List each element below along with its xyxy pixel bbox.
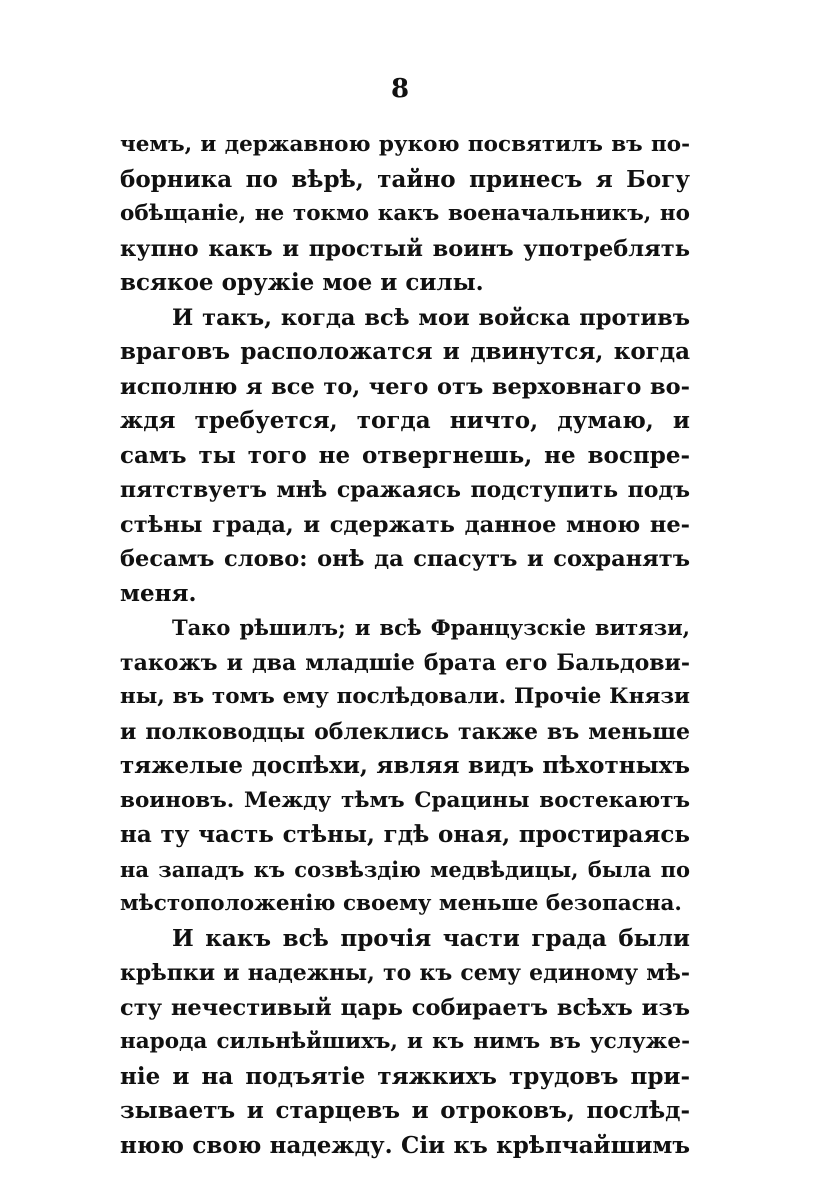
text-line: купно какъ и простый воинъ употреблять xyxy=(120,235,690,262)
text-line: на ту часть стѣны, гдѣ оная, простираясь xyxy=(120,821,690,848)
text-line: ждя требуется, тогда ничто, думаю, и xyxy=(120,407,690,434)
text-line: чемъ, и державною рукою посвятилъ въ по- xyxy=(120,132,690,157)
text-line: крѣпки и надежны, то къ сему единому мѣ- xyxy=(120,960,690,986)
text-line: такожъ и два младшіе брата его Бальдови- xyxy=(120,649,690,676)
text-line: всякое оружіе мое и силы. xyxy=(120,269,484,296)
text-line: И такъ, когда всѣ мои войска противъ xyxy=(172,304,690,331)
text-line: ніе и на подъятіе тяжкихъ трудовъ при- xyxy=(120,1062,690,1090)
text-line: сту нечестивый царь собираетъ всѣхъ изъ xyxy=(120,994,690,1021)
text-line: борника по вѣрѣ, тайно принесъ я Богу xyxy=(120,165,690,193)
text-line: враговъ расположатся и двинутся, когда xyxy=(120,338,690,365)
text-line: ны, въ томъ ему послѣдовали. Прочіе Князи xyxy=(120,684,690,709)
text-line: тяжелые доспѣхи, являя видъ пѣхотныхъ xyxy=(120,752,690,779)
text-line: на западъ къ созвѣздію медвѣдицы, была по xyxy=(120,856,690,882)
text-line: обѣщаніе, не токмо какъ военачальникъ, но xyxy=(120,201,690,226)
text-line: стѣны града, и сдержать данное мною не- xyxy=(120,511,690,538)
page-number: 8 xyxy=(390,74,410,104)
text-line: народа сильнѣйшихъ, и къ нимъ въ услуже- xyxy=(120,1029,690,1054)
body-text xyxy=(120,128,690,1163)
text-line: меня. xyxy=(120,579,197,607)
text-line: самъ ты того не отвергнешь, не воспре- xyxy=(120,441,690,469)
text-line: пятствуетъ мнѣ сражаясь подступить подъ xyxy=(120,477,690,503)
text-line: мѣстоположенію своему меньше безопасна. xyxy=(120,891,682,916)
text-line: нюю свою надежду. Сіи къ крѣпчайшимъ xyxy=(120,1131,690,1159)
text-line: Тако рѣшилъ; и всѣ Французскіе витязи, xyxy=(172,615,690,640)
text-line: воиновъ. Между тѣмъ Срацины востекаютъ xyxy=(120,787,690,813)
text-line: исполню я все то, чего отъ верховнаго во- xyxy=(120,373,690,400)
text-line: И какъ всѣ прочія части града были xyxy=(172,924,690,952)
text-line: и полководцы облеклись также въ меньше xyxy=(120,718,690,745)
text-line: бесамъ слово: онѣ да спасутъ и сохранятъ xyxy=(120,546,690,572)
text-line: зываетъ и старцевъ и отроковъ, послѣд- xyxy=(120,1097,690,1124)
